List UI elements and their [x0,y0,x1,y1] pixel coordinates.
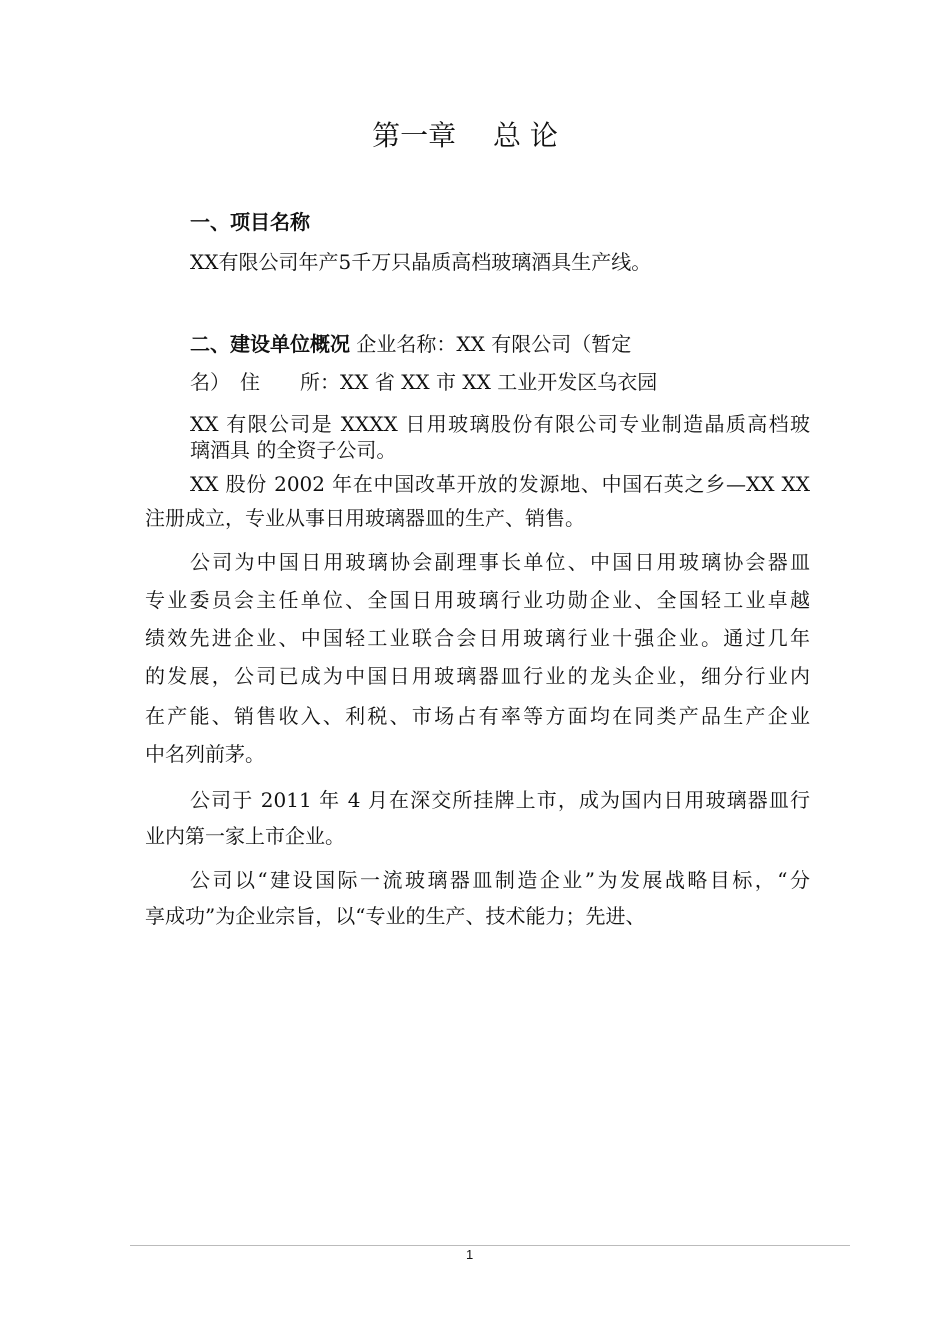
text-line: 公司于 2011 年 4 月在深交所挂牌上市，成为国内日用玻璃器皿行 [190,788,810,812]
section-heading: 二、建设单位概况 [190,332,350,356]
text-line: 璃酒具 的全资子公司。 [190,438,397,462]
page-number: 1 [466,1247,474,1262]
project-name: XX有限公司年产5千万只晶质高档玻璃酒具生产线。 [190,250,652,274]
section-heading: 一、项目名称 [190,210,310,234]
text-line: 的发展，公司已成为中国日用玻璃器皿行业的龙头企业，细分行业内 [145,664,810,688]
text-line: 在产能、销售收入、利税、市场占有率等方面均在同类产品生产企业 [145,704,810,728]
chapter-title: 第一章 总 论 [372,119,558,152]
footer-divider [130,1245,850,1246]
text-line: 中名列前茅。 [145,742,265,766]
text-line: 业内第一家上市企业。 [145,824,345,848]
section-line [190,332,631,356]
text-line: 绩效先进企业、中国轻工业联合会日用玻璃行业十强企业。通过几年 [145,626,810,650]
text-line: XX 有限公司是 XXXX 日用玻璃股份有限公司专业制造晶质高档玻 [190,412,810,436]
text-line: 注册成立，专业从事日用玻璃器皿的生产、销售。 [145,506,585,530]
text-line: 公司以“建设国际一流玻璃器皿制造企业”为发展战略目标，“分 [190,868,810,892]
company-name: 企业名称：XX 有限公司（暂定 [350,332,632,356]
address-line: 名） 住 所：XX 省 XX 市 XX 工业开发区乌衣园 [190,370,658,394]
text-line: XX 股份 2002 年在中国改革开放的发源地、中国石英之乡—XX XX [190,472,810,496]
text-line: 享成功”为企业宗旨，以“专业的生产、技术能力；先进、 [145,904,646,928]
text-line: 专业委员会主任单位、全国日用玻璃行业功勋企业、全国轻工业卓越 [145,588,810,612]
text-line: 公司为中国日用玻璃协会副理事长单位、中国日用玻璃协会器皿 [190,550,810,574]
